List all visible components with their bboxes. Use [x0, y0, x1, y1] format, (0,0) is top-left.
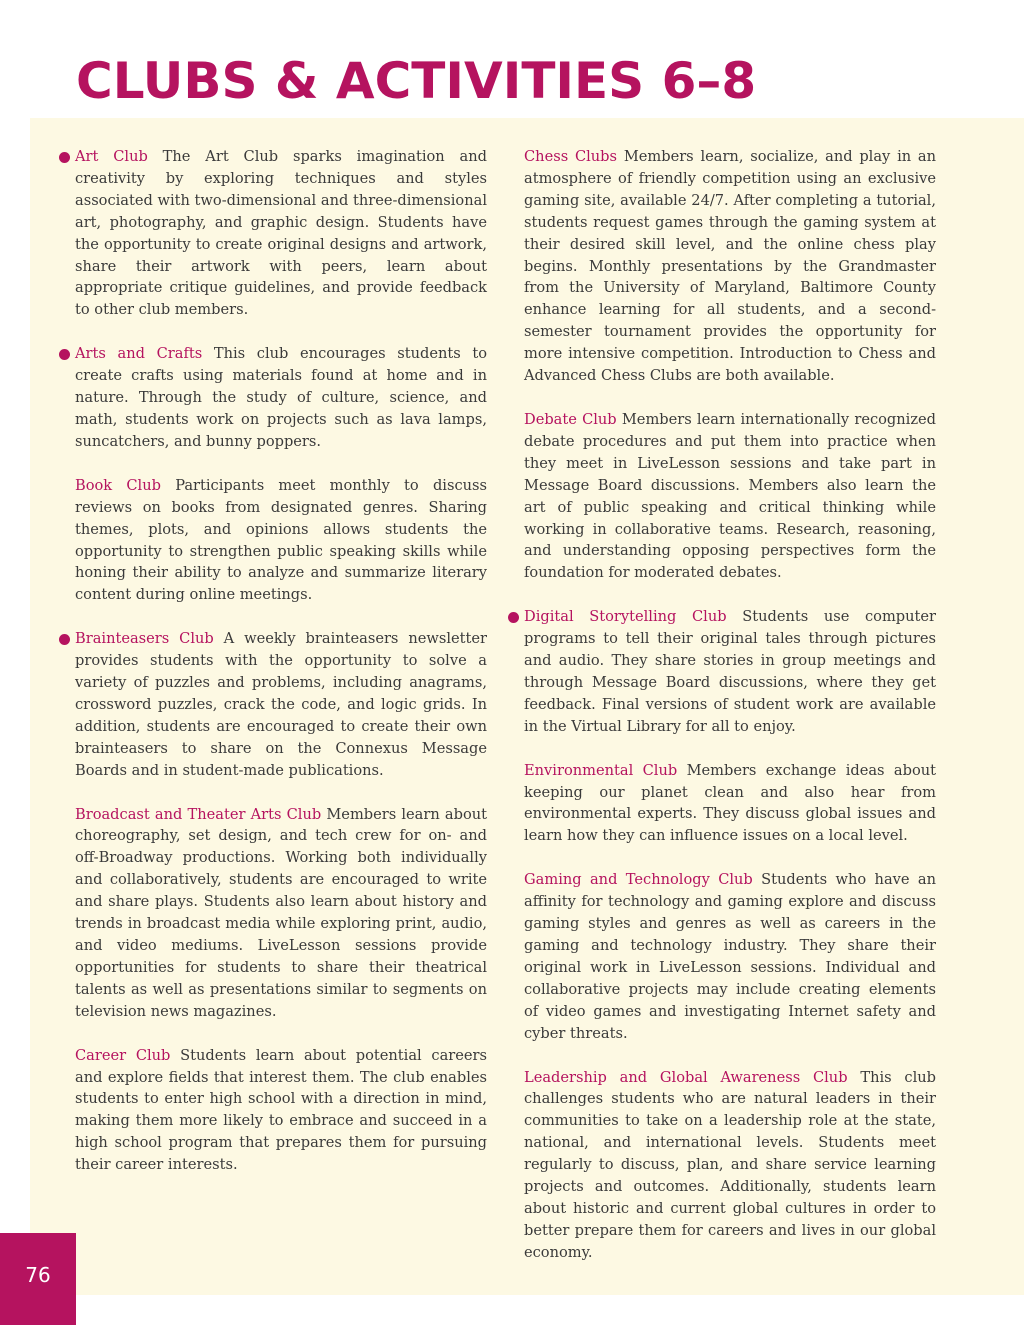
club-description: Students who have an affinity for technology and gaming explore and discuss gaming styles and genres as well as careers in the gaming and technology industry. They share their original work in LiveLesson sessions. Individual and collaborative projects may include creating elements of video games and investigating Internet safety and cyber threats. — [524, 871, 936, 1042]
club-description: This club challenges students who are natural leaders in their communities to take on a leadership role at the state, national, and international levels. Students meet regularly to discuss, plan, and share service learning projects and outcomes. Additionally, students learn about historic and current global cultures in order to better prepare them for careers and lives in our global economy. — [524, 1068, 937, 1261]
club-entry — [75, 146, 487, 321]
club-description: Members learn, socialize, and play in an atmosphere of friendly competition using an exclusive gaming site, available 24/7. After completing a tutorial, students request games through the gaming system at their desired skill level, and the online chess play begins. Monthly presentations by the Grandmaster from the University of Maryland, Baltimore County enhance learning for all students, and a second-semester tournament provides the opportunity for more intensive competition. Introduction to Chess and Advanced Chess Clubs are both available. — [524, 148, 937, 385]
club-name: Broadcast and Theater Arts Club — [75, 805, 322, 823]
club-entry — [75, 804, 487, 1023]
bullet-icon — [59, 152, 70, 163]
club-description: This club encourages students to create crafts using materials found at home and in nature. Through the study of culture, science, and math, students work on projects such as lava lamps, suncatchers, and bunny poppers. — [75, 345, 488, 450]
club-entry — [524, 869, 936, 1044]
club-entry — [75, 1045, 487, 1176]
club-description: Participants meet monthly to discuss reviews on books from designated genres. Sharing themes, plots, and opinions allows students the opportunity to strengthen public speaking skills while honing their ability to analyze and summarize literary content during online meetings. — [75, 476, 487, 604]
page-title: CLUBS & ACTIVITIES 6–8 — [76, 52, 757, 110]
club-description: Members learn internationally recognized debate procedures and put them into practice when they meet in LiveLesson sessions and take part in Message Board discussions. Members also learn the art of public speaking and critical thinking while working in collaborative teams. Research, reasoning, and understanding opposing perspectives form the foundation for moderated debates. — [524, 410, 936, 582]
club-name: Career Club — [75, 1046, 171, 1064]
club-entry — [524, 146, 936, 387]
club-name: Book Club — [75, 476, 161, 494]
club-description: Students use computer programs to tell their original tales through pictures and audio. They share stories in group meetings and through Message Board discussions, where they get feedback. Final versions of student work are available in the Virtual Library for all to enjoy. — [524, 608, 937, 735]
club-name: Debate Club — [524, 410, 617, 428]
club-entry — [524, 606, 936, 737]
club-name: Art Club — [75, 148, 148, 165]
club-name: Digital Storytelling Club — [524, 608, 727, 626]
club-description: Students learn about potential careers and explore fields that interest them. The club enables students to enter high school with a direction in mind, making them more likely to embrace and succeed in a high school program that prepares them for pursuing their career interests. — [75, 1046, 487, 1174]
club-entry — [524, 409, 936, 584]
club-entry — [75, 343, 487, 453]
club-description: The Art Club sparks imagination and creativity by exploring techniques and styles associated with two-dimensional and three-dimensional art, photography, and graphic design. Students have the opportunity to create original designs and artwork, share their artwork with peers, learn about appropriate critique guidelines, and provide feedback to other club members. — [75, 148, 487, 319]
club-description: Members exchange ideas about keeping our planet clean and also hear from environmental experts. They discuss global issues and learn how they can influence issues on a local level. — [524, 761, 936, 845]
club-entry — [524, 760, 936, 848]
club-name: Arts and Crafts — [75, 345, 203, 363]
club-entry — [75, 475, 487, 606]
club-name: Brainteasers Club — [75, 630, 214, 648]
page-number: 76 — [25, 1263, 51, 1287]
right-column — [524, 146, 936, 1286]
club-name: Leadership and Global Awareness Club — [524, 1068, 848, 1086]
club-description: Members learn about choreography, set design, and tech crew for on- and off-Broadway productions. Working both individually and collaboratively, students are encouraged to write and share plays. Students also learn about history and trends in broadcast media while exploring print, audio, and video mediums. LiveLesson sessions provide opportunities for students to share their theatrical talents as well as presentations similar to segments on television news magazines. — [75, 805, 487, 1020]
club-entry — [75, 628, 487, 781]
left-column — [75, 146, 487, 1198]
club-entry — [524, 1067, 936, 1264]
club-description: A weekly brainteasers newsletter provides students with the opportunity to solve a variety of puzzles and problems, including anagrams, crossword puzzles, crack the code, and logic grids. In addition, students are encouraged to create their own brainteasers to share on the Connexus Message Boards and in student-made publications. — [75, 630, 487, 779]
club-name: Environmental Club — [524, 761, 678, 779]
page-number-box — [0, 1233, 76, 1325]
club-name: Gaming and Technology Club — [524, 871, 753, 889]
club-name: Chess Clubs — [524, 148, 618, 165]
